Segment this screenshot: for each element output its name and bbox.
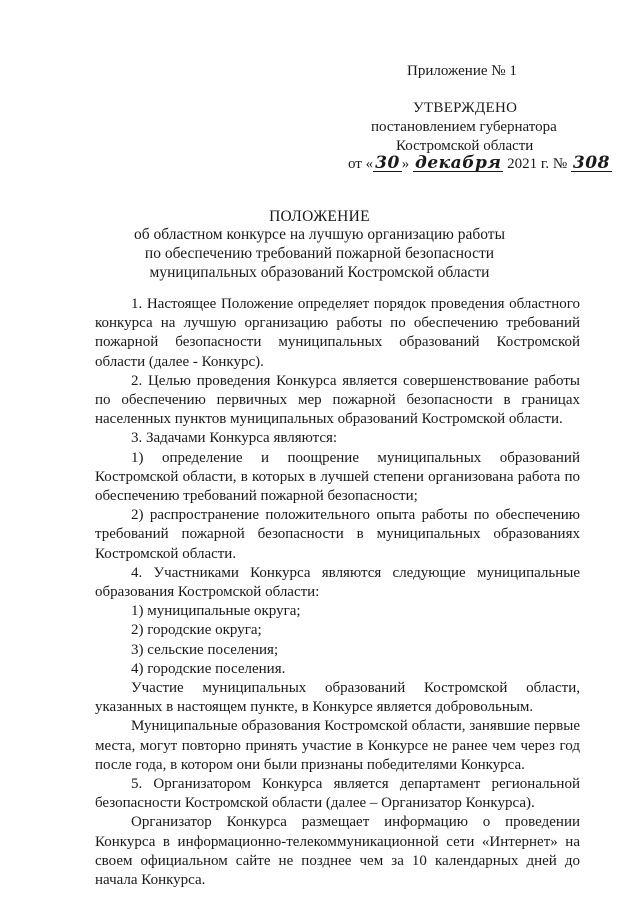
document-number: 308	[572, 153, 610, 173]
date-mid: »	[401, 156, 410, 172]
annex-label: Приложение № 1	[407, 63, 517, 79]
title-line-3: муниципальных образований Костромской области	[149, 264, 490, 281]
title-line-2: по обеспечению требований пожарной безопасности	[144, 245, 495, 262]
paragraph-4-winners: Муниципальные образования Костромской области, занявшие первые места, могут повторно принять участие в Конкурсе не ранее чем через год после года, в котором они были признаны победителями Конкурса.	[95, 718, 580, 773]
paragraph-3-item-1: 1) определение и поощрение муниципальных образований Костромской области, в которых в лучшей степени организована работа по обеспечению требований пожарной безопасности;	[95, 449, 580, 505]
paragraph-5: 5. Организатором Конкурса является департамент региональной безопасности Костромской области (далее – Организатор Конкурса).	[95, 776, 580, 812]
paragraph-4-voluntary: Участие муниципальных образований Костромской области, указанных в настоящем пункте, в Конкурсе является добровольным.	[95, 680, 580, 716]
decree-label: постановлением губернатора	[371, 119, 557, 135]
paragraph-1: 1. Настоящее Положение определяет порядок проведения областного конкурса на лучшую организацию работы по обеспечению требований пожарной безопасности муниципальных образований Костромской области (далее - Конкурс).	[95, 296, 580, 370]
date-prefix: от «	[348, 156, 374, 172]
list-item: 4) городские поселения.	[131, 660, 286, 677]
paragraph-3-item-2: 2) распространение положительного опыта работы по обеспечению требований пожарной безопасности в муниципальных образованиях Костромской области.	[95, 507, 580, 562]
paragraph-5-info: Организатор Конкурса размещает информацию о проведении Конкурса в информационно-телекоммуникационной сети «Интернет» на своем официальном сайте не позднее чем за 10 календарных дней до начала Конкурса.	[95, 814, 580, 889]
paragraph-2: 2. Целью проведения Конкурса является совершенствование работы по обеспечению первичных мер пожарной безопасности в границах населенных пунктов муниципальных образований Костромской области.	[95, 372, 580, 428]
list-item: 2) городские округа;	[131, 622, 262, 639]
date-day: 30	[375, 153, 400, 173]
date-month: декабря	[415, 153, 502, 173]
approved-label: УТВЕРЖДЕНО	[413, 100, 518, 116]
date-year: 2021 г. №	[507, 156, 568, 172]
region-label: Костромской области	[396, 138, 534, 154]
document-title: ПОЛОЖЕНИЕ	[269, 208, 370, 225]
paragraph-3: 3. Задачами Конкурса являются:	[131, 430, 338, 447]
document-body	[95, 295, 580, 890]
list-item: 3) сельские поселения;	[131, 641, 279, 658]
date-line	[348, 155, 612, 174]
paragraph-4: 4. Участниками Конкурса являются следующие муниципальные образования Костромской области:	[95, 564, 580, 601]
title-line-1: об областном конкурсе на лучшую организацию работы	[134, 226, 505, 243]
list-item: 1) муниципальные округа;	[131, 603, 301, 620]
